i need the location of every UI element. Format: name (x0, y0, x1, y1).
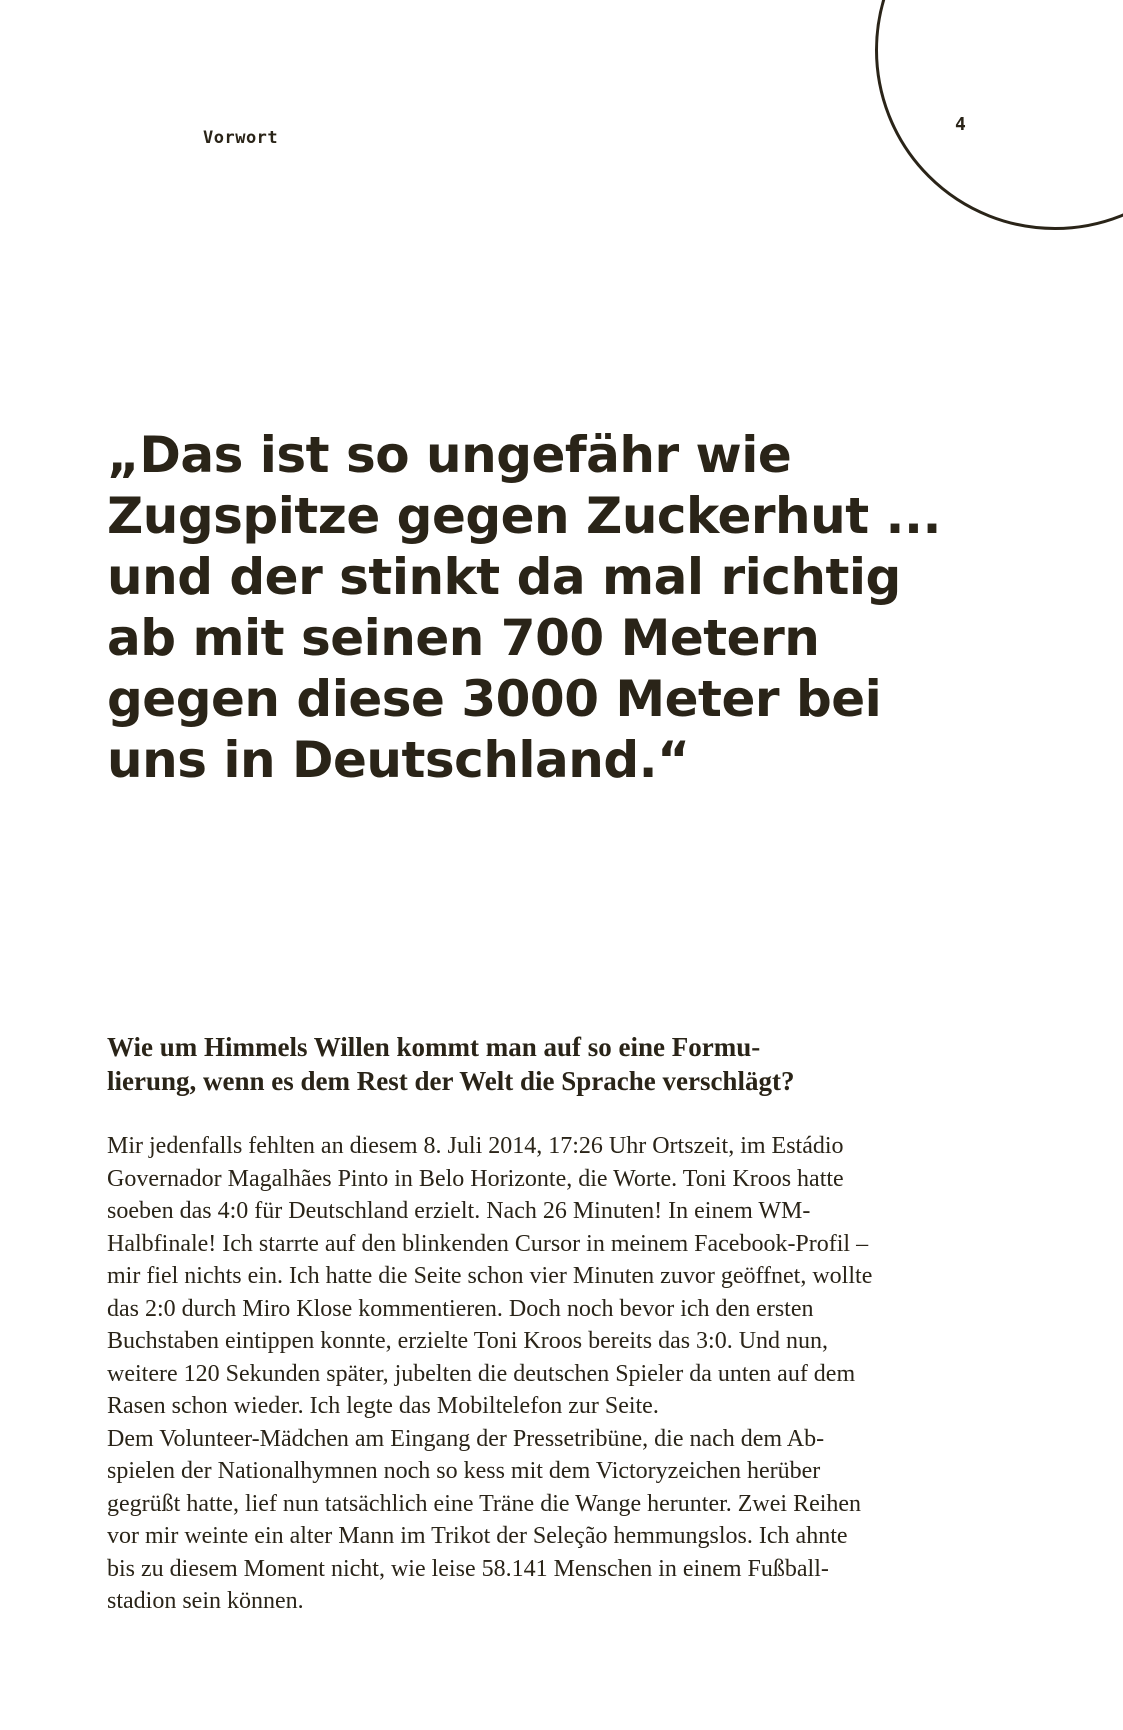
body-line: Buchstaben eintippen konnte, erzielte Toni Kroos bereits das 3:0. Und nun, (107, 1328, 829, 1354)
body-line: weitere 120 Sekunden später, jubelten die deutschen Spieler da unten auf dem (107, 1360, 856, 1387)
body-line: vor mir weinte ein alter Mann im Trikot der Seleção hemmungslos. Ich ahnte (107, 1523, 848, 1549)
quote-line: uns in Deutschland.“ (107, 731, 690, 789)
quote-line: „Das ist so ungefähr wie (107, 426, 792, 484)
body-line: Governador Magalhães Pinto in Belo Horizonte, die Worte. Toni Kroos hatte (107, 1165, 844, 1192)
body-line: Mir jedenfalls fehlten an diesem 8. Juli 2014, 17:26 Uhr Ortszeit, im Estádio (107, 1133, 844, 1159)
body-line: Rasen schon wieder. Ich legte das Mobiltelefon zur Seite. (107, 1393, 659, 1419)
section-label: Vorwort (203, 128, 279, 148)
quote-line: Zugspitze gegen Zuckerhut ... (107, 487, 942, 545)
body-line: Dem Volunteer-Mädchen am Eingang der Pressetribüne, die nach dem Ab- (107, 1425, 825, 1452)
quote-line: ab mit seinen 700 Metern (107, 609, 820, 667)
body-line: mir fiel nichts ein. Ich hatte die Seite schon vier Minuten zuvor geöffnet, wollte (107, 1263, 873, 1289)
body-line: stadion sein können. (107, 1588, 304, 1614)
body-line: Halbfinale! Ich starrte auf den blinkenden Cursor in meinem Facebook-Profil – (107, 1230, 869, 1257)
quote-line: gegen diese 3000 Meter bei (107, 670, 882, 728)
quote-line: und der stinkt da mal richtig (107, 548, 901, 606)
body-line: gegrüßt hatte, lief nun tatsächlich eine Träne die Wange herunter. Zwei Reihen (107, 1490, 862, 1517)
body-line: spielen der Nationalhymnen noch so kess mit dem Victoryzeichen herüber (107, 1458, 821, 1484)
pull-quote (107, 425, 967, 791)
body-line: das 2:0 durch Miro Klose kommentieren. Doch noch bevor ich den ersten (107, 1295, 814, 1322)
body-paragraph (107, 1130, 987, 1618)
body-line: bis zu diesem Moment nicht, wie leise 58.141 Menschen in einem Fußball- (107, 1555, 829, 1582)
lead-question (107, 1030, 967, 1098)
question-line: lierung, wenn es dem Rest der Welt die Sprache verschlägt? (107, 1066, 795, 1096)
page-number: 4 (955, 114, 966, 135)
question-line: Wie um Himmels Willen kommt man auf so eine Formu- (107, 1032, 761, 1062)
body-line: soeben das 4:0 für Deutschland erzielt. Nach 26 Minuten! In einem WM- (107, 1198, 811, 1224)
page-number-circle (875, 0, 1123, 230)
